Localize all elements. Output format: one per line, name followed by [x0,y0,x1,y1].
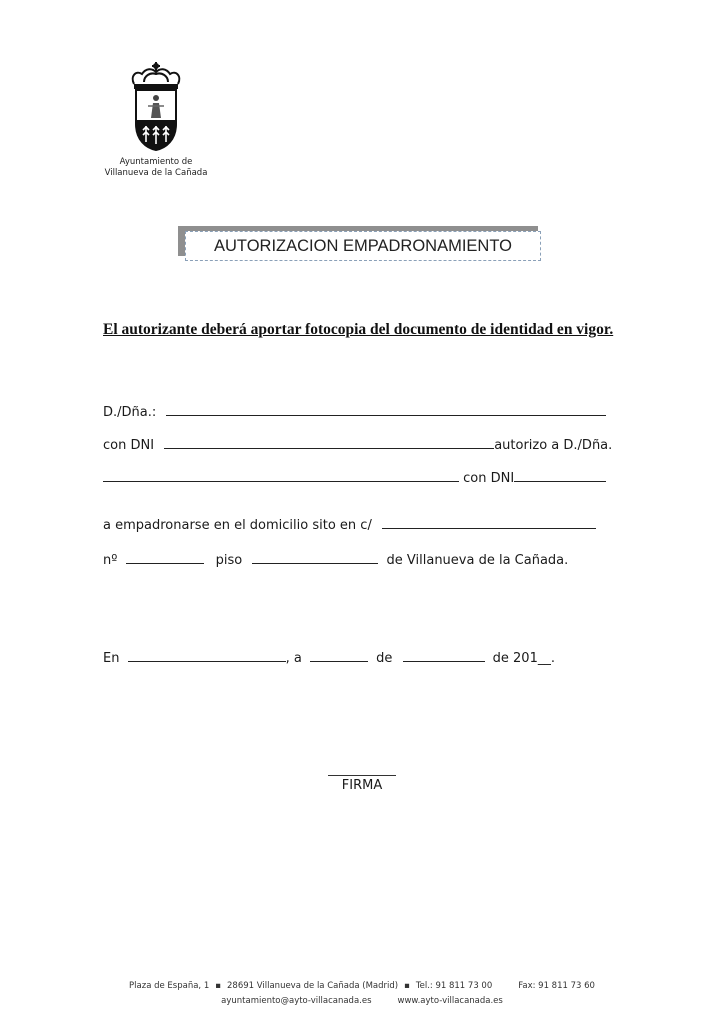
org-name-line2: Villanueva de la Cañada [104,168,208,178]
footer-web-line [0,996,724,1007]
dni-blank[interactable] [164,436,494,449]
footer-tel: Tel.: 91 811 73 00 [415,981,493,991]
footer-fax: Fax: 91 811 73 60 [518,981,595,991]
page-title: AUTORIZACION EMPADRONAMIENTO [185,231,541,261]
signature-label: FIRMA [341,778,383,793]
footer-email[interactable]: ayuntamiento@ayto-villacanada.es [221,996,372,1006]
form-line-dni [103,436,612,454]
org-name-line1: Ayuntamiento de [119,157,193,167]
month-blank[interactable] [403,649,485,662]
address-label: a empadronarse en el domicilio sito en c/ [103,518,372,533]
footer-city: 28691 Villanueva de la Cañada (Madrid) [227,981,399,991]
footer-contact-line [0,981,724,992]
authorized-dni-blank[interactable] [514,469,606,482]
authorized-dni-label: con DNI [463,471,515,486]
dni-label: con DNI [103,438,155,453]
month-label: de [376,651,393,666]
form-line-number [103,551,568,569]
authorize-label: autorizo a D./Dña. [494,438,613,453]
town-label: de Villanueva de la Cañada. [386,553,569,568]
name-blank[interactable] [166,403,606,416]
signature-line[interactable] [328,775,396,776]
form-line-authorized [103,469,606,487]
footer-address: Plaza de España, 1 [129,981,210,991]
coat-of-arms-logo [126,60,186,156]
notice-text: El autorizante deberá aportar fotocopia del documento de identidad en vigor. [103,321,614,338]
form-line-address [103,516,596,534]
floor-label: piso [215,553,243,568]
authorized-name-blank[interactable] [103,469,459,482]
place-blank[interactable] [128,649,286,662]
day-blank[interactable] [310,649,368,662]
footer-web[interactable]: www.ayto-villacanada.es [397,996,503,1006]
footer-separator-1: ▪ [215,981,222,991]
footer-separator-2: ▪ [404,981,410,991]
place-label: En [103,651,120,666]
street-blank[interactable] [382,516,596,529]
name-label: D./Dña.: [103,405,157,420]
year-label: de 201__. [492,651,555,666]
number-label: nº [103,553,118,568]
floor-blank[interactable] [252,551,378,564]
day-label: , a [285,651,302,666]
form-line-name [103,403,606,421]
form-line-date [103,649,555,667]
number-blank[interactable] [126,551,204,564]
